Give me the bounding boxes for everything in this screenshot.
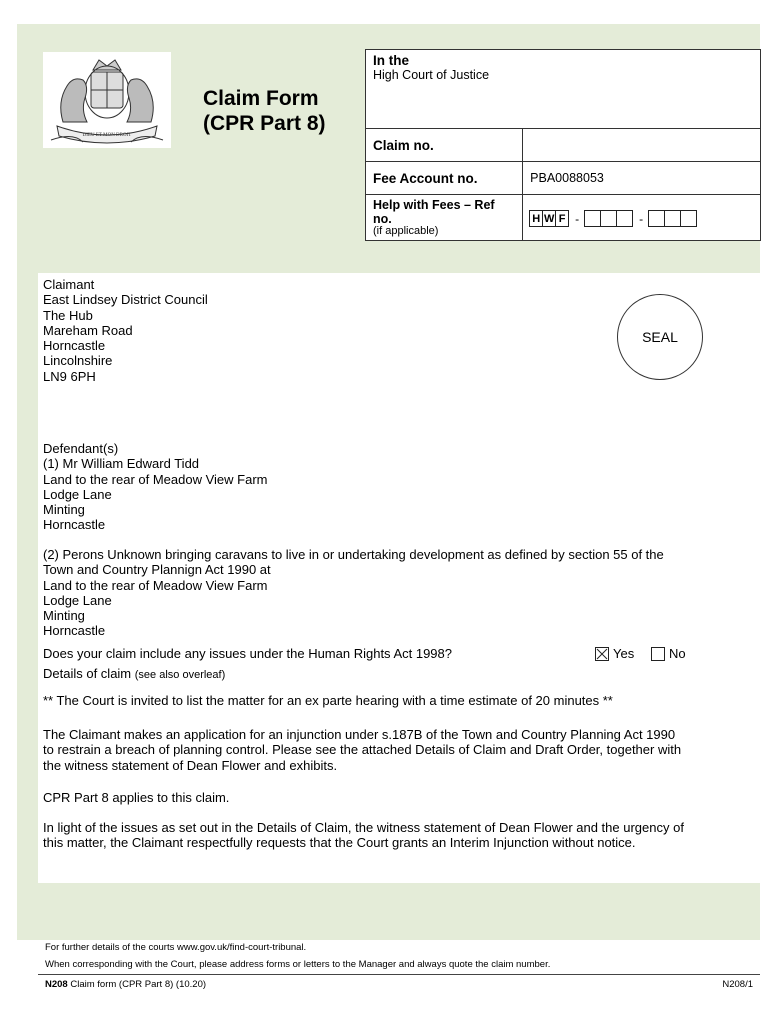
details-line: The Claimant makes an application for an injunction under s.187B of the Town and Country Planning Act 1990 [43,727,676,742]
no-option[interactable] [651,646,686,661]
details-line: the witness statement of Dean Flower and exhibits. [43,757,338,773]
claim-no-label: Claim no. [366,129,523,162]
claimant-line: The Hub [43,307,93,323]
defendant-line: (1) Mr William Edward Tidd [43,456,200,472]
form-title [203,86,326,136]
hwf-letter-f: F [555,210,569,227]
details-paragraph-4 [43,820,684,851]
hwf-digit-box[interactable] [680,210,697,227]
defendant-line: Minting [43,502,85,518]
hwf-digit-box[interactable] [616,210,633,227]
claimant-line: LN9 6PH [43,368,96,384]
claimant-line: Lincolnshire [43,353,113,369]
no-checkbox[interactable] [651,647,665,661]
hwf-separator: - [575,211,580,226]
claimant-line: Horncastle [43,338,106,354]
details-heading-row [43,666,225,683]
claimant-section [43,277,208,384]
court-seal: SEAL [617,294,703,380]
hwf-digit-box[interactable] [648,210,665,227]
footer-line-2: When corresponding with the Court, please address forms or letters to the Manager and always quote the claim number. [45,959,551,970]
yes-label: Yes [613,646,635,661]
hwf-letter-w: W [542,210,556,227]
yes-option[interactable] [595,646,634,661]
form-title-line1: Claim Form [203,87,319,110]
defendant-line: Horncastle [43,623,106,639]
defendant-line: Lodge Lane [43,592,112,608]
details-heading: Details of claim [43,666,132,681]
details-paragraph-1: ** The Court is invited to list the matter for an ex parte hearing with a time estimate of 20 minutes ** [43,693,613,708]
details-paragraph-3: CPR Part 8 applies to this claim. [43,790,230,805]
footer-divider [38,974,760,975]
footer-line-1: For further details of the courts www.gov.uk/find-court-tribunal. [45,942,307,953]
fee-account-field[interactable]: PBA0088053 [523,162,761,195]
claimant-line: Mareham Road [43,322,133,338]
hwf-digit-box[interactable] [600,210,617,227]
footer-form-id [45,979,206,990]
defendant-line: Land to the rear of Meadow View Farm [43,577,268,593]
yes-checkbox[interactable] [595,647,609,661]
defendant-line: (2) Perons Unknown bringing caravans to live in or undertaking development as defined by section 55 of the [43,547,664,562]
court-details-table [365,49,761,241]
details-heading-note: (see also overleaf) [134,669,226,681]
hwf-note: (if applicable) [373,225,439,237]
footer-form-desc: Claim form (CPR Part 8) (10.20) [70,979,207,990]
defendant-line: Lodge Lane [43,486,112,502]
crest-motto: DIEU ET MON DROIT [82,133,132,138]
details-line: In light of the issues as set out in the Details of Claim, the witness statement of Dean Flower and the urgency of [43,820,684,835]
hwf-label-cell [366,195,523,241]
defendant-line: Minting [43,608,85,624]
claimant-heading: Claimant [43,277,95,292]
court-name: High Court of Justice [373,68,490,82]
court-cell [366,50,761,129]
hwf-label: Help with Fees – Ref no. [373,198,495,226]
hwf-separator: - [639,211,644,226]
claim-no-field[interactable] [523,129,761,162]
details-line: to restrain a breach of planning control. Please see the attached Details of Claim and Draft Order, together with [43,742,682,758]
checked-x-icon [596,648,608,660]
hwf-ref-field[interactable] [523,195,761,241]
form-title-line2: (CPR Part 8) [203,112,326,135]
defendant-line: Horncastle [43,517,106,533]
hwf-digit-box[interactable] [664,210,681,227]
details-paragraph-2 [43,727,681,773]
defendant-line: Land to the rear of Meadow View Farm [43,471,268,487]
hwf-letter-h: H [529,210,543,227]
defendant-1-section [43,441,268,533]
human-rights-question: Does your claim include any issues under the Human Rights Act 1998? [43,646,452,661]
defendant-line: Town and Country Plannign Act 1990 at [43,562,271,578]
defendants-heading: Defendant(s) [43,441,119,456]
defendant-2-section [43,547,664,639]
royal-crest-icon [43,52,171,148]
fee-account-label: Fee Account no. [366,162,523,195]
footer-form-ref: N208/1 [722,979,753,990]
no-label: No [669,646,686,661]
footer-form-code: N208 [45,979,68,990]
in-the-label: In the [373,53,409,68]
hwf-digit-box[interactable] [584,210,601,227]
details-line: this matter, the Claimant respectfully requests that the Court grants an Interim Injunction without notice. [43,835,636,851]
claimant-line: East Lindsey District Council [43,292,208,308]
